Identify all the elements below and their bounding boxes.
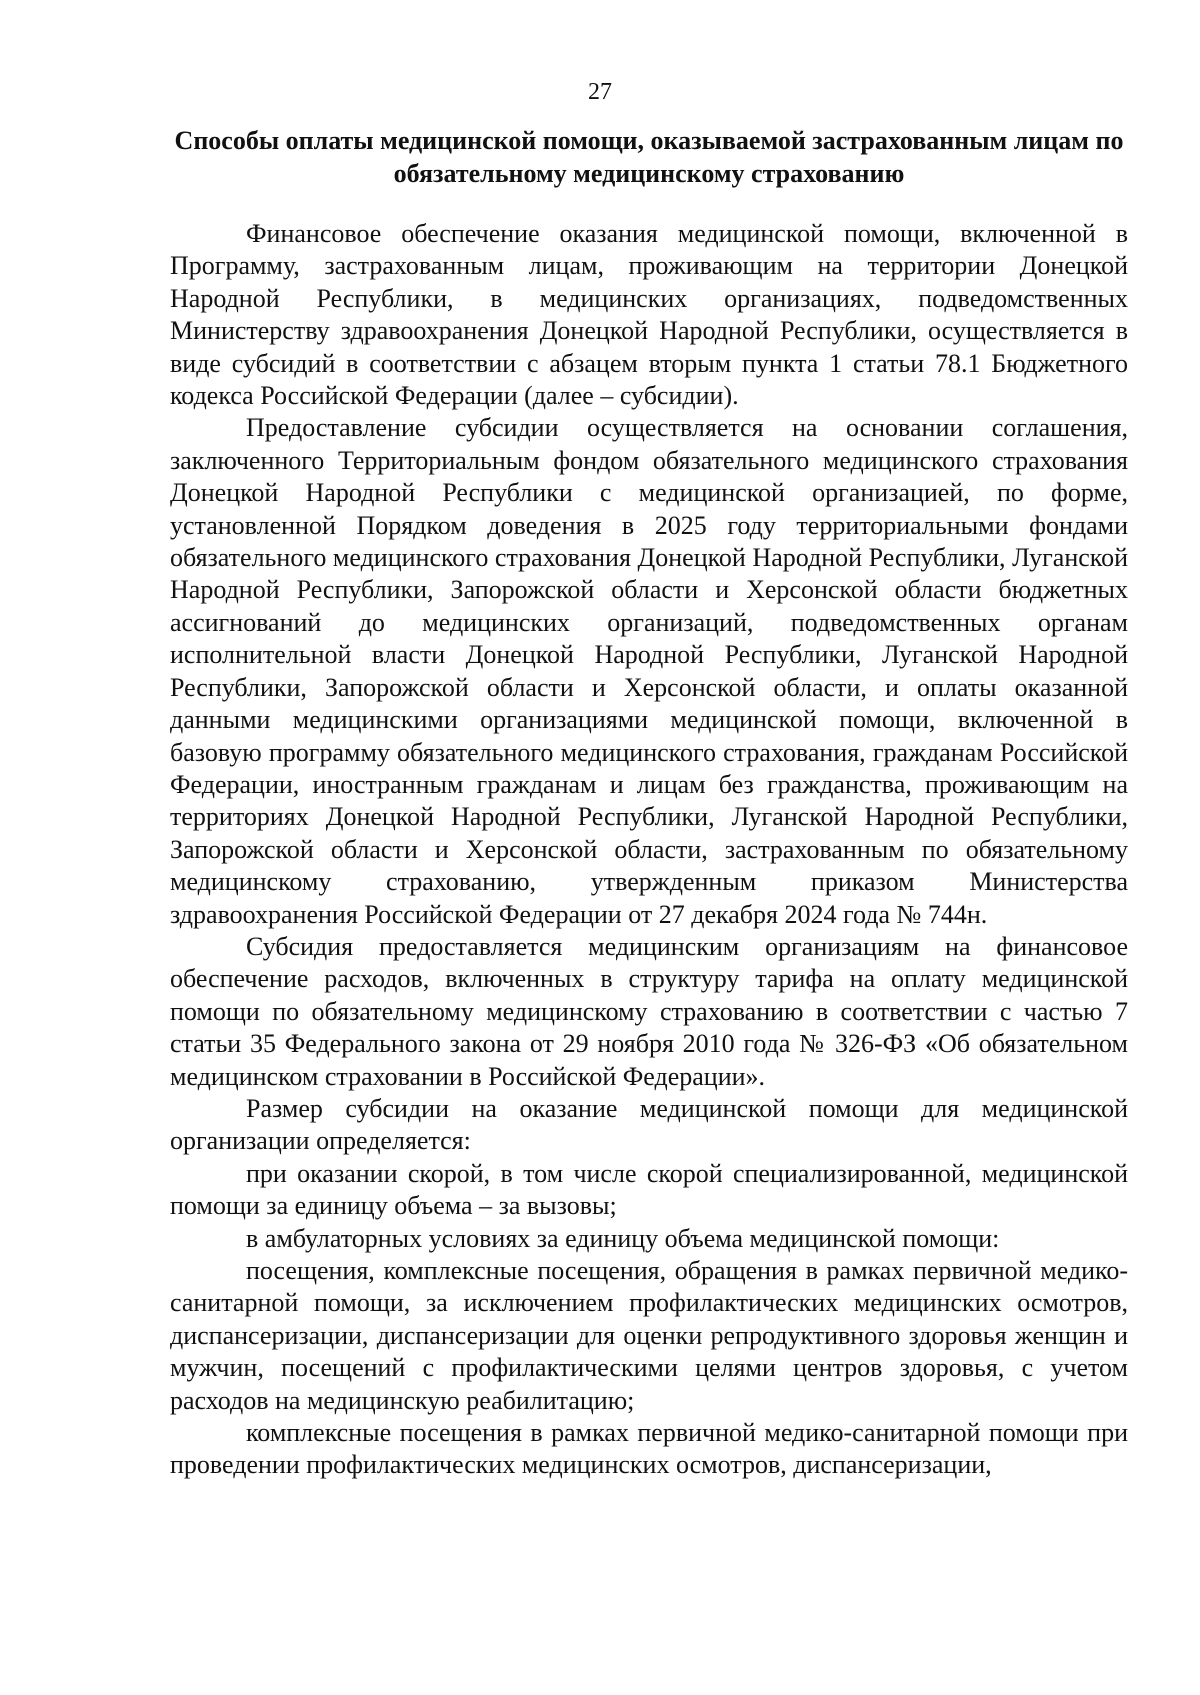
paragraph: в амбулаторных условиях за единицу объема медицинской помощи: [246,1223,1000,1253]
section-title: Способы оплаты медицинской помощи, оказываемой застрахованным лицам по обязательному медицинскому страхованию [174,126,1124,188]
paragraph: Предоставление субсидии осуществляется на основании соглашения, заключенного Территориальным фондом обязательного медицинского страхования Донецкой Народной Республики с медицинской организацией, по форме, установленной Порядком доведения в 2025 году территориальными фондами обязательного медицинского страхования Донецкой Народной Республики, Луганской Народной Республики, Запорожской области и Херсонской области бюджетных ассигнований до медицинских организаций, подведомственных органам исполнительной власти Донецкой Народной Республики, Луганской Народной Республики, Запорожской области и Херсонской области, и оплаты оказанной данными медицинскими организациями медицинской помощи, включенной в базовую программу обязательного медицинского страхования, гражданам Российской Федерации, иностранным гражданам и лицам без гражданства, проживающим на территориях Донецкой Народной Республики, Луганской Народной Республики, Запорожской области и Херсонской области, застрахованным по обязательному медицинскому страхованию, утвержденным приказом Министерства здравоохранения Российской Федерации от 27 декабря 2024 года № 744н. [170,413,1128,929]
document-body [170,218,1128,1482]
paragraph: Размер субсидии на оказание медицинской помощи для медицинской организации определяется: [170,1093,1128,1156]
paragraph: Финансовое обеспечение оказания медицинской помощи, включенной в Программу, застрахованным лицам, проживающим на территории Донецкой Народной Республики, в медицинских организациях, подведомственных Министерству здравоохранения Донецкой Народной Республики, осуществляется в виде субсидий в соответствии с абзацем вторым пункта 1 статьи 78.1 Бюджетного кодекса Российской Федерации (далее – субсидии). [170,219,1128,411]
paragraph: комплексные посещения в рамках первичной медико-санитарной помощи при проведении профилактических медицинских осмотров, диспансеризации, [170,1418,1128,1480]
paragraph: при оказании скорой, в том числе скорой специализированной, медицинской помощи за единицу объема – за вызовы; [170,1158,1128,1221]
page-number: 27 [588,79,612,105]
paragraph: посещения, комплексные посещения, обращения в рамках первичной медико-санитарной помощи, за исключением профилактических медицинских осмотров, диспансеризации, диспансеризации для оценки репродуктивного здоровья женщин и мужчин, посещений с профилактическими целями центров здоровья, с учетом расходов на медицинскую реабилитацию; [170,1256,1128,1415]
paragraph: Субсидия предоставляется медицинским организациям на финансовое обеспечение расходов, включенных в структуру тарифа на оплату медицинской помощи по обязательному медицинскому страхованию в соответствии с частью 7 статьи 35 Федерального закона от 29 ноября 2010 года № 326-ФЗ «Об обязательном медицинском страховании в Российской Федерации». [170,931,1128,1091]
